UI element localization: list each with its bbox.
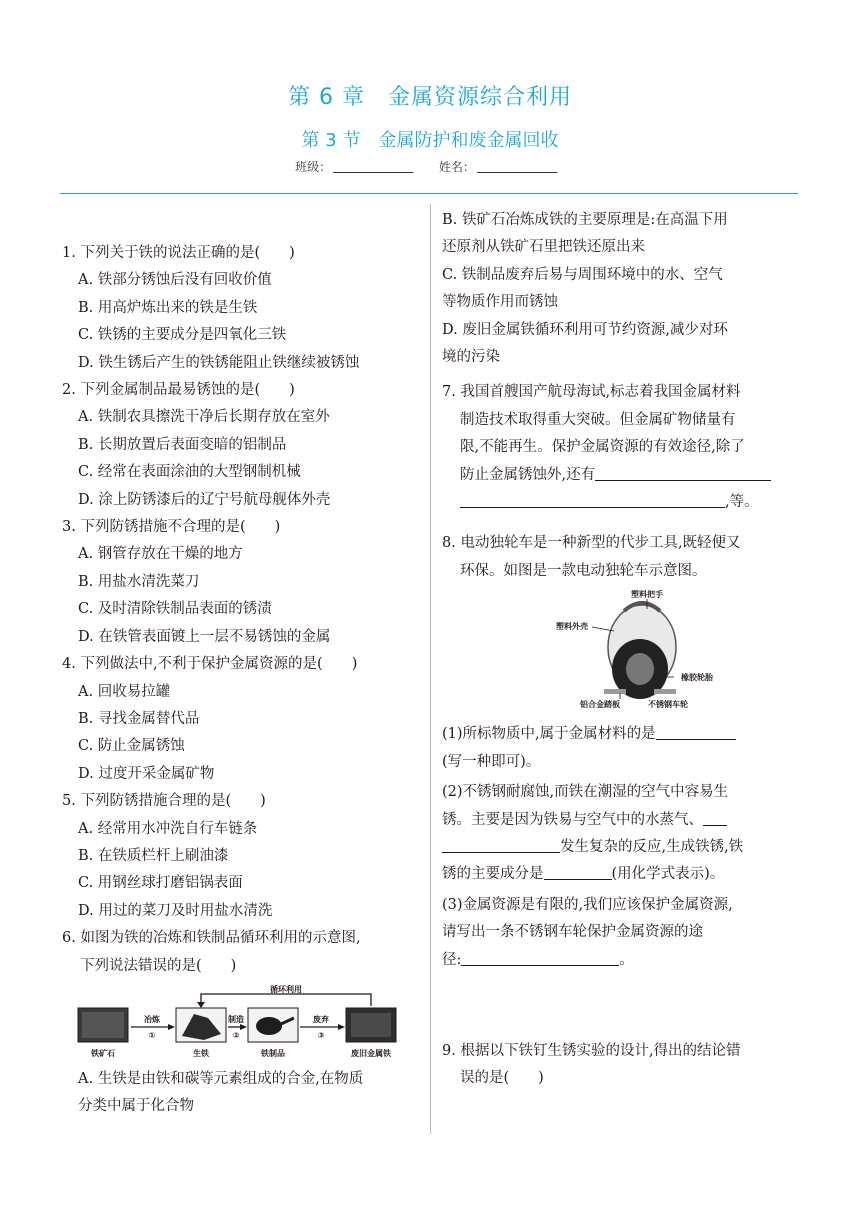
unicycle-pedal-left: [604, 689, 626, 694]
question-2-option-d: D. 涂上防锈漆后的辽宁号航母舰体外壳: [78, 491, 331, 508]
header-divider: [60, 193, 798, 194]
question-8-part-2-line-2: [442, 807, 802, 834]
name-field[interactable]: [477, 160, 557, 173]
question-9: [442, 1038, 802, 1093]
step-label-manufacturing: 制造: [228, 1014, 244, 1024]
question-1-option-a: A. 铁部分锈蚀后没有回收价值: [78, 272, 272, 289]
question-8-part-3-line-3: [442, 947, 802, 974]
question-6-stem-line-2: 下列说法错误的是( ): [80, 957, 237, 974]
question-6-option-b-line-2: 还原剂从铁矿石里把铁还原出来: [442, 239, 645, 256]
question-6-option-d-line-2: 境的污染: [442, 349, 500, 366]
step-label-discarding: 废弃: [313, 1014, 329, 1024]
label-plastic-shell: 塑料外壳: [556, 622, 588, 632]
question-2-option-a: A. 铁制农具擦洗干净后长期存放在室外: [78, 409, 330, 426]
question-7-line-5-end: ,等。: [725, 494, 759, 511]
question-4-option-b: B. 寻找金属替代品: [78, 710, 200, 727]
question-8-part-1-line-1: [442, 721, 802, 748]
question-3-stem: 3. 下列防锈措施不合理的是( ): [62, 519, 281, 536]
question-6-option-a-line-2: 分类中属于化合物: [78, 1098, 194, 1115]
iron-ore-texture: [82, 1012, 124, 1038]
question-5-stem: 5. 下列防锈措施合理的是( ): [62, 793, 266, 810]
question-7: [442, 379, 802, 516]
question-8-part-3-line-3-text: 径:: [442, 951, 462, 968]
iron-recycling-diagram-svg: [76, 984, 416, 1062]
item-label-pig-iron: 生铁: [193, 1048, 209, 1058]
question-6-option-c-line-1: C. 铁制品废弃后易与周围环境中的水、空气: [442, 266, 723, 283]
question-7-line-4: [442, 462, 802, 489]
question-7-line-3: 限,不能再生。保护金属资源的有效途径,除了: [460, 439, 745, 456]
question-8: [442, 530, 802, 973]
question-6-option-a-line-1: A. 生铁是由铁和碳等元素组成的合金,在物质: [78, 1070, 364, 1087]
question-8-part-2-line-3: [442, 834, 802, 861]
question-1-option-d: D. 铁生锈后产生的铁锈能阻止铁继续被锈蚀: [78, 354, 360, 371]
question-6-option-d-line-1: D. 废旧金属铁循环利用可节约资源,减少对环: [442, 321, 728, 338]
step-number-3: ③: [317, 1030, 325, 1040]
iron-recycling-diagram: [76, 984, 436, 1062]
section-title: 第 3 节 金属防护和废金属回收: [301, 130, 559, 151]
question-7-line-4-text: 防止金属锈蚀外,还有: [460, 466, 596, 483]
question-8-part-2-line-4-end: (用化学式表示)。: [611, 866, 725, 883]
question-4-stem: 4. 下列做法中,不利于保护金属资源的是( ): [62, 656, 358, 673]
question-8-part-1-blank[interactable]: [656, 725, 736, 740]
scrap-iron-texture: [351, 1013, 391, 1037]
right-column: [442, 207, 802, 1093]
question-8-part-2-line-4: [442, 861, 802, 888]
question-8-part-2-blank-1b[interactable]: [442, 838, 560, 853]
question-1-stem: 1. 下列关于铁的说法正确的是( ): [62, 245, 295, 261]
question-4: [62, 651, 422, 788]
question-5-option-d: D. 用过的菜刀及时用盐水清洗: [78, 902, 273, 919]
question-3-option-b: B. 用盐水清洗菜刀: [78, 573, 200, 590]
question-7-answer-blank-1[interactable]: [595, 466, 771, 481]
question-3-option-d: D. 在铁管表面镀上一层不易锈蚀的金属: [78, 628, 331, 645]
step-number-2: ②: [232, 1030, 240, 1040]
question-2: [62, 377, 422, 514]
question-8-part-1-text: (1)所标物质中,属于金属材料的是: [442, 726, 656, 743]
question-8-line-1: 8. 电动独轮车是一种新型的代步工具,既轻便又: [442, 535, 741, 552]
question-5: [62, 788, 422, 925]
question-9-line-2: 误的是( ): [460, 1070, 544, 1087]
question-6: [62, 925, 422, 1121]
step-arrow-3-head: [338, 1024, 345, 1030]
question-8-part-2-line-3-text: 发生复杂的反应,生成铁锈,铁: [560, 838, 744, 855]
left-column: [62, 240, 422, 1121]
question-6-stem-line-1: 6. 如图为铁的冶炼和铁制品循环利用的示意图,: [62, 930, 361, 947]
unicycle-pedal-right: [654, 689, 676, 694]
question-8-part-2-blank-2[interactable]: [544, 865, 612, 880]
question-4-option-c: C. 防止金属锈蚀: [78, 738, 185, 755]
question-2-option-b: B. 长期放置后表面变暗的铝制品: [78, 436, 287, 453]
wok-shape: [256, 1017, 282, 1035]
question-7-line-5: [442, 489, 802, 516]
question-8-part-1-line-2: (写一种即可)。: [442, 753, 541, 770]
question-3-option-a: A. 钢管存放在干燥的地方: [78, 546, 243, 563]
unicycle-diagram-svg: [442, 589, 802, 719]
question-5-option-b: B. 在铁质栏杆上刷油漆: [78, 847, 229, 864]
cycle-label: 循环利用: [270, 984, 302, 994]
question-4-option-a: A. 回收易拉罐: [78, 683, 171, 700]
class-label: 班级：: [295, 160, 332, 174]
name-label: 姓名：: [438, 160, 475, 174]
question-8-part-2-blank-1a[interactable]: [703, 811, 727, 826]
question-8-part-2-line-2-text: 锈。主要是因为铁易与空气中的水蒸气、: [442, 811, 703, 828]
unicycle-diagram: [442, 589, 802, 719]
question-1-option-b: B. 用高炉炼出来的铁是生铁: [78, 299, 258, 316]
question-2-option-c: C. 经常在表面涂油的大型钢制机械: [78, 464, 301, 481]
step-number-1: ①: [148, 1030, 156, 1040]
question-8-part-3-line-3-end: 。: [619, 951, 634, 968]
question-1-option-c: C. 铁锈的主要成分是四氧化三铁: [78, 327, 287, 344]
question-9-line-1: 9. 根据以下铁钉生锈实验的设计,得出的结论错: [442, 1042, 741, 1059]
question-7-line-1: 7. 我国首艘国产航母海试,标志着我国金属材料: [442, 384, 741, 401]
question-7-answer-blank-2[interactable]: [460, 493, 725, 508]
chapter-title: 第 6 章 金属资源综合利用: [288, 85, 572, 110]
question-6-continued: [442, 207, 802, 371]
item-label-scrap-iron: 废旧金属铁: [351, 1048, 391, 1058]
question-5-option-a: A. 经常用水冲洗自行车链条: [78, 820, 258, 837]
student-info-line: [0, 158, 860, 175]
cycle-arrow-line: [201, 994, 371, 1006]
question-6-option-c-line-2: 等物质作用而锈蚀: [442, 294, 558, 311]
label-aluminum-pedal: 铝合金踏板: [580, 700, 620, 710]
step-label-smelting: 冶炼: [144, 1014, 160, 1024]
question-8-part-3-line-1: (3)金属资源是有限的,我们应该保护金属资源,: [442, 896, 733, 913]
step-arrow-2-head: [240, 1024, 247, 1030]
class-field[interactable]: [333, 160, 413, 173]
step-arrow-1-head: [168, 1024, 175, 1030]
question-4-option-d: D. 过度开采金属矿物: [78, 765, 215, 782]
question-7-line-2: 制造技术取得重大突破。但金属矿物储量有: [460, 411, 736, 428]
question-2-stem: 2. 下列金属制品最易锈蚀的是( ): [62, 382, 295, 399]
question-3: [62, 514, 422, 651]
question-5-option-c: C. 用钢丝球打磨铝锅表面: [78, 875, 243, 892]
question-8-part-3-line-2: 请写出一条不锈钢车轮保护金属资源的途: [442, 924, 703, 941]
question-8-part-2-line-1: (2)不锈钢耐腐蚀,而铁在潮湿的空气中容易生: [442, 784, 729, 801]
question-6-option-b-line-1: B. 铁矿石冶炼成铁的主要原理是:在高温下用: [442, 212, 728, 228]
label-plastic-handle: 塑料把手: [631, 590, 663, 600]
question-8-part-2-line-4-text: 锈的主要成分是: [442, 866, 544, 883]
unicycle-hub: [626, 653, 654, 685]
question-1: [62, 240, 422, 377]
question-8-line-2: 环保。如图是一款电动独轮车示意图。: [460, 562, 707, 579]
label-rubber-tire: 橡胶轮胎: [681, 673, 713, 683]
item-label-iron-ore: 铁矿石: [91, 1048, 115, 1058]
cycle-arrow-head: [197, 1002, 205, 1008]
question-8-part-3-blank[interactable]: [461, 951, 619, 966]
item-label-iron-product: 铁制品: [261, 1048, 285, 1058]
label-steel-wheel: 不锈钢车轮: [648, 700, 688, 710]
question-3-option-c: C. 及时清除铁制品表面的锈渍: [78, 601, 272, 618]
